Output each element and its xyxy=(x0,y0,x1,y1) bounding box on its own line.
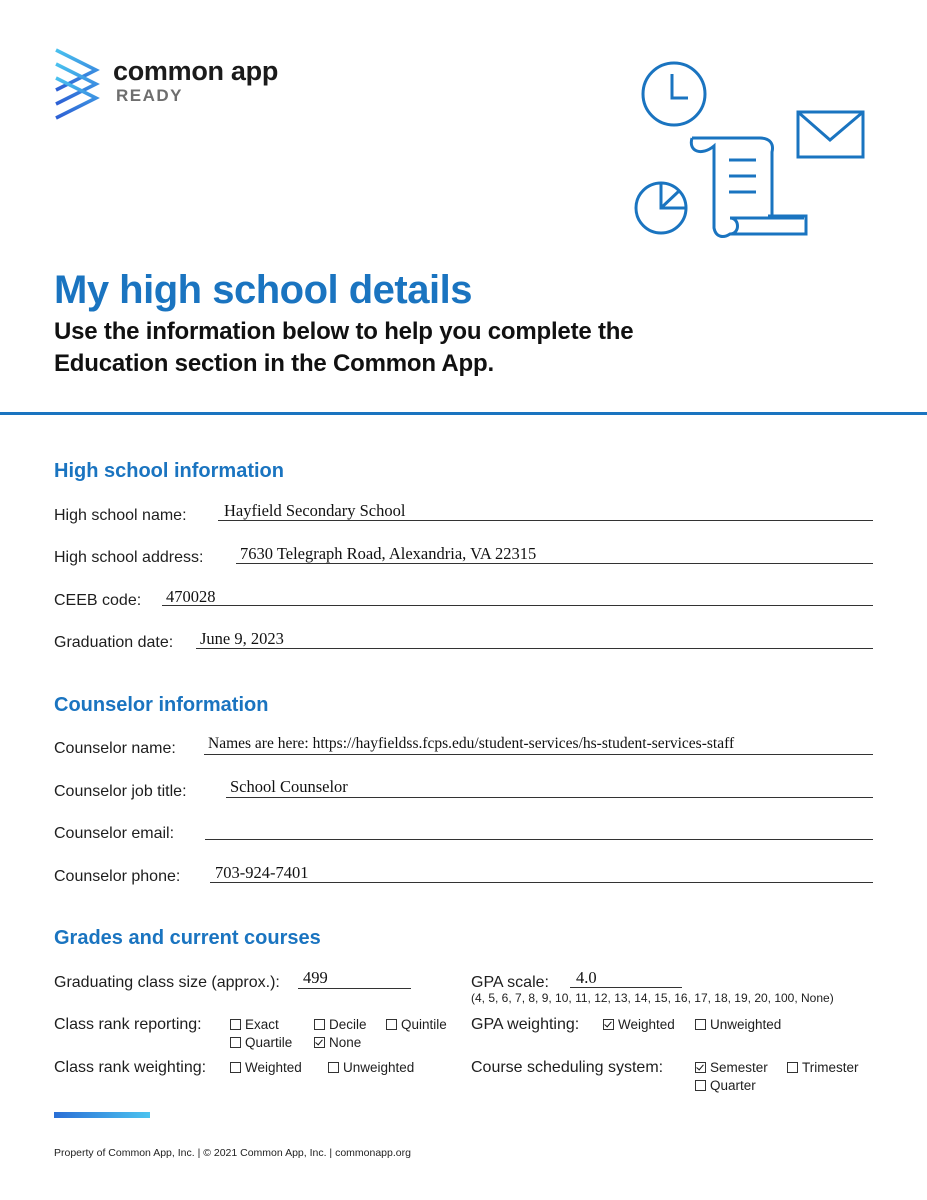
footer-accent-bar xyxy=(54,1112,150,1118)
rank-unweighted-checkbox[interactable] xyxy=(328,1062,339,1073)
class-rank-weighting-label: Class rank weighting: xyxy=(54,1059,207,1076)
gpa-weighted-checkbox[interactable] xyxy=(603,1019,614,1030)
scheduling-quarter-checkbox[interactable] xyxy=(695,1080,706,1091)
ceeb-code-line xyxy=(162,605,873,606)
class-size-field[interactable]: 499 xyxy=(303,968,328,987)
gpa-scale-label: GPA scale: xyxy=(471,974,549,991)
hero-illustration xyxy=(628,56,873,242)
rank-none-option[interactable] xyxy=(314,1035,361,1050)
rank-exact-label: Exact xyxy=(245,1017,279,1032)
class-size-label: Graduating class size (approx.): xyxy=(54,974,280,991)
scheduling-semester-checkbox[interactable] xyxy=(695,1062,706,1073)
rank-weighted-label: Weighted xyxy=(245,1060,302,1075)
gpa-weighted-option[interactable] xyxy=(603,1017,675,1032)
clock-icon xyxy=(643,63,705,125)
scheduling-semester-label: Semester xyxy=(710,1060,768,1075)
gpa-unweighted-checkbox[interactable] xyxy=(695,1019,706,1030)
high-school-section-title: High school information xyxy=(54,460,284,482)
graduation-date-line xyxy=(196,648,873,649)
counselor-section-title: Counselor information xyxy=(54,694,269,716)
page-subtitle: Use the information below to help you complete the Education section in the Common App. xyxy=(54,318,634,377)
counselor-job-title-field[interactable]: School Counselor xyxy=(230,777,348,796)
pie-chart-icon xyxy=(636,183,686,233)
graduation-date-label: Graduation date: xyxy=(54,634,174,651)
scheduling-trimester-label: Trimester xyxy=(802,1060,859,1075)
page-title: My high school details xyxy=(54,268,472,312)
counselor-phone-label: Counselor phone: xyxy=(54,868,181,885)
rank-decile-checkbox[interactable] xyxy=(314,1019,325,1030)
high-school-address-field[interactable]: 7630 Telegraph Road, Alexandria, VA 22315 xyxy=(240,544,537,563)
scheduling-semester-option[interactable] xyxy=(695,1060,768,1075)
rank-exact-checkbox[interactable] xyxy=(230,1019,241,1030)
high-school-name-label: High school name: xyxy=(54,507,187,524)
gpa-unweighted-option[interactable] xyxy=(695,1017,781,1032)
common-app-logo-icon xyxy=(52,48,102,120)
rank-quintile-checkbox[interactable] xyxy=(386,1019,397,1030)
counselor-job-title-label: Counselor job title: xyxy=(54,783,187,800)
envelope-icon xyxy=(798,112,863,157)
counselor-phone-field[interactable]: 703-924-7401 xyxy=(215,863,309,882)
counselor-email-label: Counselor email: xyxy=(54,825,175,842)
gpa-weighting-label: GPA weighting: xyxy=(471,1016,580,1033)
grades-section-title: Grades and current courses xyxy=(54,927,321,949)
rank-quartile-label: Quartile xyxy=(245,1035,293,1050)
rank-quartile-checkbox[interactable] xyxy=(230,1037,241,1048)
scheduling-trimester-option[interactable] xyxy=(787,1060,859,1075)
rank-decile-option[interactable] xyxy=(314,1017,367,1032)
graduation-date-field[interactable]: June 9, 2023 xyxy=(200,629,284,648)
rank-quintile-option[interactable] xyxy=(386,1017,447,1032)
rank-quartile-option[interactable] xyxy=(230,1035,292,1050)
rank-weighted-checkbox[interactable] xyxy=(230,1062,241,1073)
scheduling-quarter-label: Quarter xyxy=(710,1078,756,1093)
gpa-unweighted-label: Unweighted xyxy=(710,1017,782,1032)
rank-unweighted-option[interactable] xyxy=(328,1060,414,1075)
rank-weighted-option[interactable] xyxy=(230,1060,302,1075)
brand-name: common app xyxy=(113,56,279,86)
rank-none-label: None xyxy=(329,1035,362,1050)
rank-exact-option[interactable] xyxy=(230,1017,279,1032)
scheduling-trimester-checkbox[interactable] xyxy=(787,1062,798,1073)
rank-decile-label: Decile xyxy=(329,1017,367,1032)
ceeb-code-field[interactable]: 470028 xyxy=(166,587,216,606)
counselor-job-title-line xyxy=(226,797,873,798)
gpa-scale-field[interactable]: 4.0 xyxy=(576,968,597,987)
rank-unweighted-label: Unweighted xyxy=(343,1060,415,1075)
high-school-address-label: High school address: xyxy=(54,549,204,566)
header-divider xyxy=(0,412,927,415)
footer-copyright: Property of Common App, Inc. | © 2021 Common App, Inc. | commonapp.org xyxy=(54,1147,411,1159)
counselor-email-line xyxy=(205,839,873,840)
scroll-document-icon xyxy=(691,138,806,236)
scheduling-quarter-option[interactable] xyxy=(695,1078,756,1093)
gpa-scale-options: (4, 5, 6, 7, 8, 9, 10, 11, 12, 13, 14, 15, 16, 17, 18, 19, 20, 100, None) xyxy=(471,991,834,1005)
gpa-weighted-label: Weighted xyxy=(618,1017,675,1032)
ceeb-code-label: CEEB code: xyxy=(54,592,142,609)
class-size-line xyxy=(298,988,411,989)
brand-subtitle: READY xyxy=(116,86,184,105)
course-scheduling-label: Course scheduling system: xyxy=(471,1059,664,1076)
high-school-name-field[interactable]: Hayfield Secondary School xyxy=(224,501,406,520)
rank-none-checkbox[interactable] xyxy=(314,1037,325,1048)
rank-quintile-label: Quintile xyxy=(401,1017,447,1032)
counselor-name-field[interactable]: Names are here: https://hayfieldss.fcps.edu/student-services/hs-student-services-staff xyxy=(208,735,735,752)
counselor-phone-line xyxy=(210,882,873,883)
counselor-name-line xyxy=(204,754,873,755)
class-rank-reporting-label: Class rank reporting: xyxy=(54,1016,202,1033)
counselor-name-label: Counselor name: xyxy=(54,740,176,757)
